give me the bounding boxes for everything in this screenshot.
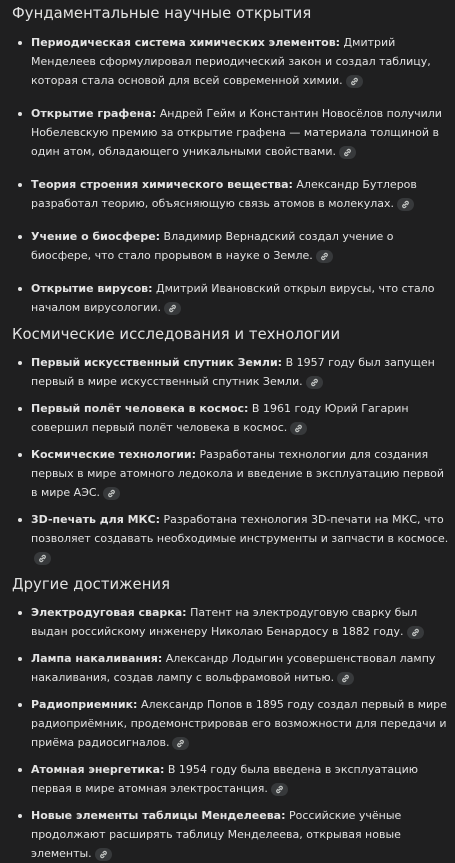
link-icon[interactable] bbox=[316, 250, 333, 263]
item-heading: Радиоприемник: bbox=[31, 698, 138, 711]
list-item bbox=[12, 227, 455, 265]
item-text: Александр Бутлеров разработал теорию, объясняющую связь атомов в молекулах. bbox=[31, 178, 417, 210]
item-text: Разработана технология 3D-печати на МКС, что позволяет создавать необходимые инструменты и запчасти в космосе. bbox=[31, 513, 449, 545]
item-heading: Электродуговая сварка: bbox=[31, 606, 187, 619]
link-icon[interactable] bbox=[337, 672, 354, 685]
section-list bbox=[12, 603, 455, 863]
item-heading: Лампа накаливания: bbox=[31, 652, 163, 665]
list-item bbox=[12, 175, 455, 213]
item-text: Патент на электродуговую сварку был выдан российскому инженеру Николаю Бенардосу в 1882 году. bbox=[31, 606, 418, 638]
list-item bbox=[12, 353, 455, 391]
item-text: Андрей Гейм и Константин Новосёлов получили Нобелевскую премию за открытие графена — материала толщиной в один атом, обладающего уникальными свойствами. bbox=[31, 107, 442, 158]
list-item bbox=[12, 510, 455, 567]
link-icon[interactable] bbox=[271, 783, 288, 796]
link-icon[interactable] bbox=[397, 198, 414, 211]
link-icon[interactable] bbox=[103, 487, 120, 500]
item-text: Александр Лодыгин усовершенствовал лампу накаливания, создав лампу с вольфрамовой нитью. bbox=[31, 652, 436, 684]
section-list bbox=[12, 33, 455, 317]
link-icon[interactable] bbox=[95, 848, 112, 861]
list-item bbox=[12, 603, 455, 641]
list-item bbox=[12, 104, 455, 161]
item-heading: Открытие графена: bbox=[31, 107, 157, 120]
section-title: Другие достижения bbox=[12, 576, 171, 593]
item-heading: Периодическая система химических элементов: bbox=[31, 36, 341, 49]
list-item bbox=[12, 695, 455, 752]
item-text: Дмитрий Менделеев сформулировал периодический закон и создал таблицу, которая стала основой для всей современной химии. bbox=[31, 36, 431, 87]
link-icon[interactable] bbox=[172, 737, 189, 750]
link-icon[interactable] bbox=[407, 626, 424, 639]
link-icon[interactable] bbox=[346, 75, 363, 88]
list-item bbox=[12, 33, 455, 90]
section-title: Фундаментальные научные открытия bbox=[12, 5, 312, 22]
link-icon[interactable] bbox=[306, 376, 323, 389]
item-heading: Учение о биосфере: bbox=[31, 230, 161, 243]
item-text: В 1961 году Юрий Гагарин совершил первый полёт человека в космос. bbox=[31, 402, 409, 434]
item-text: Александр Попов в 1895 году создал первый в мире радиоприёмник, продемонстрировав его возможности для передачи и приёма радиосигналов. bbox=[31, 698, 447, 749]
item-heading: Первый полёт человека в космос: bbox=[31, 402, 249, 415]
item-heading: Атомная энергетика: bbox=[31, 763, 165, 776]
item-heading: Теория строения химического вещества: bbox=[31, 178, 293, 191]
item-heading: Первый искусственный спутник Земли: bbox=[31, 356, 283, 369]
item-text: Российские учёные продолжают расширять таблицу Менделеева, открывая новые элементы. bbox=[31, 809, 402, 860]
link-icon[interactable] bbox=[290, 422, 307, 435]
item-heading: Космические технологии: bbox=[31, 448, 197, 461]
item-text: Дмитрий Ивановский открыл вирусы, что стало началом вирусологии. bbox=[31, 282, 435, 314]
item-heading: Открытие вирусов: bbox=[31, 282, 153, 295]
link-icon[interactable] bbox=[34, 552, 51, 565]
item-text: В 1954 году была введена в эксплуатацию первая в мире атомная электростанция. bbox=[31, 763, 419, 795]
item-heading: Новые элементы таблицы Менделеева: bbox=[31, 809, 286, 822]
list-item bbox=[12, 445, 455, 502]
item-text: В 1957 году был запущен первый в мире искусственный спутник Земли. bbox=[31, 356, 435, 388]
item-heading: 3D-печать для МКС: bbox=[31, 513, 160, 526]
list-item bbox=[12, 399, 455, 437]
section-list bbox=[12, 353, 455, 567]
item-text: Разработаны технологии для создания первых в мире атомного ледокола и введение в эксплуатацию первой в мире АЭС. bbox=[31, 448, 445, 499]
item-text: Владимир Вернадский создал учение о биосфере, что стало прорывом в науке о Земле. bbox=[31, 230, 394, 262]
list-item bbox=[12, 760, 455, 798]
link-icon[interactable] bbox=[339, 146, 356, 159]
list-item bbox=[12, 649, 455, 687]
section-title: Космические исследования и технологии bbox=[12, 326, 341, 343]
list-item bbox=[12, 806, 455, 863]
list-item bbox=[12, 279, 455, 317]
link-icon[interactable] bbox=[164, 302, 181, 315]
